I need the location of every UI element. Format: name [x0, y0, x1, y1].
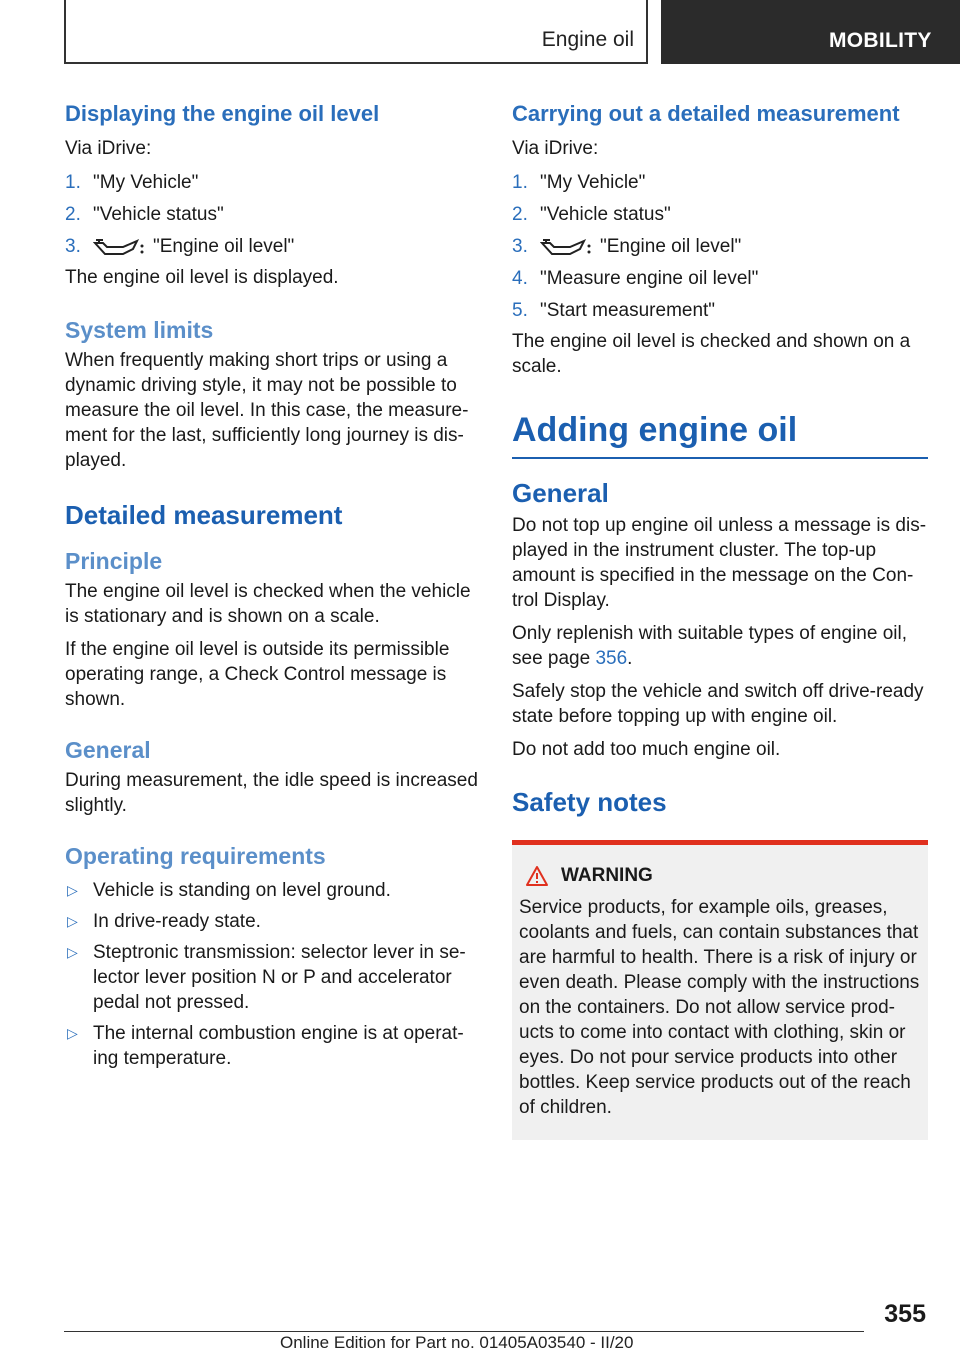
heading-detailed-measurement: Detailed measurement — [65, 500, 343, 530]
general-paragraph-4: Do not add too much engine oil. — [512, 739, 781, 760]
right-column — [512, 100, 928, 1140]
header-section-title: Engine oil — [541, 28, 634, 51]
list-item: 1. "My Vehicle" — [65, 172, 199, 193]
heading-operating-requirements: Operating requirements — [65, 843, 326, 869]
warning-box — [512, 840, 928, 1140]
warning-triangle-icon — [525, 865, 549, 887]
triangle-bullet-icon: ▷ — [67, 1025, 78, 1041]
warning-text: Service products, for example oils, greases, coolants and fuels, can contain substances that are harmful to health. There is a risk of injury or even death. Please comply with the instructions on the containers. Do not allow service prod-ucts to come into contact with clothing, skin or eyes. Do not pour service products into other bottles. Keep service products out of the reach of children. — [519, 897, 920, 1118]
page-number: 355 — [884, 1300, 926, 1328]
general-paragraph-1: Do not top up engine oil unless a message is dis-played in the instrument cluster. The top-up amount is specified in the message on the Con-trol Display. — [512, 515, 927, 611]
requirements-list — [65, 878, 483, 1071]
list-item: ▷ Steptronic transmission: selector lever in se-lector lever position N or P and accelerator pedal not pressed. — [67, 942, 466, 1013]
triangle-bullet-icon: ▷ — [67, 944, 78, 960]
list-item: 1. "My Vehicle" — [512, 172, 646, 193]
oil-can-icon — [93, 237, 145, 257]
heading-carrying-out-measurement: Carrying out a detailed measurement — [512, 101, 900, 126]
general-paragraph: During measurement, the idle speed is increased slightly. — [65, 770, 478, 816]
warning-title: WARNING — [561, 865, 653, 886]
header-chapter-tab — [661, 0, 960, 64]
heading-general: General — [65, 737, 151, 763]
heading-principle: Principle — [65, 548, 163, 574]
principle-paragraph-2: If the engine oil level is outside its permissible operating range, a Check Control message is shown. — [65, 639, 450, 710]
heading-general: General — [512, 478, 609, 508]
list-item: ▷ In drive-ready state. — [67, 911, 261, 932]
chapter-label: MOBILITY — [829, 29, 932, 52]
heading-display-oil-level: Displaying the engine oil level — [65, 101, 380, 126]
measurement-steps-list — [512, 167, 928, 327]
page-link[interactable]: 356 — [595, 648, 628, 669]
list-item: ▷ Vehicle is standing on level ground. — [67, 880, 391, 901]
via-idrive-label: Via iDrive: — [65, 138, 152, 159]
left-column — [65, 100, 483, 1077]
list-item: 2. "Vehicle status" — [512, 204, 671, 225]
oil-can-icon — [540, 237, 592, 257]
via-idrive-label: Via iDrive: — [512, 138, 599, 159]
triangle-bullet-icon: ▷ — [67, 882, 78, 898]
general-paragraph-2: Only replenish with suitable types of engine oil, see page 356. — [512, 623, 908, 669]
heading-safety-notes: Safety notes — [512, 787, 667, 817]
heading-adding-engine-oil: Adding engine oil — [512, 409, 928, 459]
principle-paragraph-1: The engine oil level is checked when the vehicle is stationary and is shown on a scale. — [65, 581, 471, 627]
edition-text: Online Edition for Part no. 01405A03540 - II/20 — [280, 1333, 634, 1352]
list-item: 4. "Measure engine oil level" — [512, 268, 759, 289]
general-paragraph-3: Safely stop the vehicle and switch off drive-ready state before topping up with engine oil. — [512, 681, 924, 727]
warning-header — [525, 865, 922, 887]
footer-rule — [64, 1331, 864, 1332]
list-item: 3. "Engine oil level" — [65, 236, 295, 257]
triangle-bullet-icon: ▷ — [67, 913, 78, 929]
display-steps-list — [65, 167, 483, 263]
list-item: 2. "Vehicle status" — [65, 204, 224, 225]
limits-paragraph: When frequently making short trips or using a dynamic driving style, it may not be possible to measure the oil level. In this case, the measure-ment for the last, sufficiently long journey is dis-played. — [65, 350, 469, 471]
list-item: ▷ The internal combustion engine is at operat-ing temperature. — [67, 1023, 464, 1069]
list-item: 3. "Engine oil level" — [512, 236, 742, 257]
displayed-text: The engine oil level is displayed. — [65, 267, 339, 288]
checked-text: The engine oil level is checked and shown on a scale. — [512, 331, 911, 377]
list-item: 5. "Start measurement" — [512, 300, 716, 321]
heading-system-limits: System limits — [65, 317, 214, 343]
